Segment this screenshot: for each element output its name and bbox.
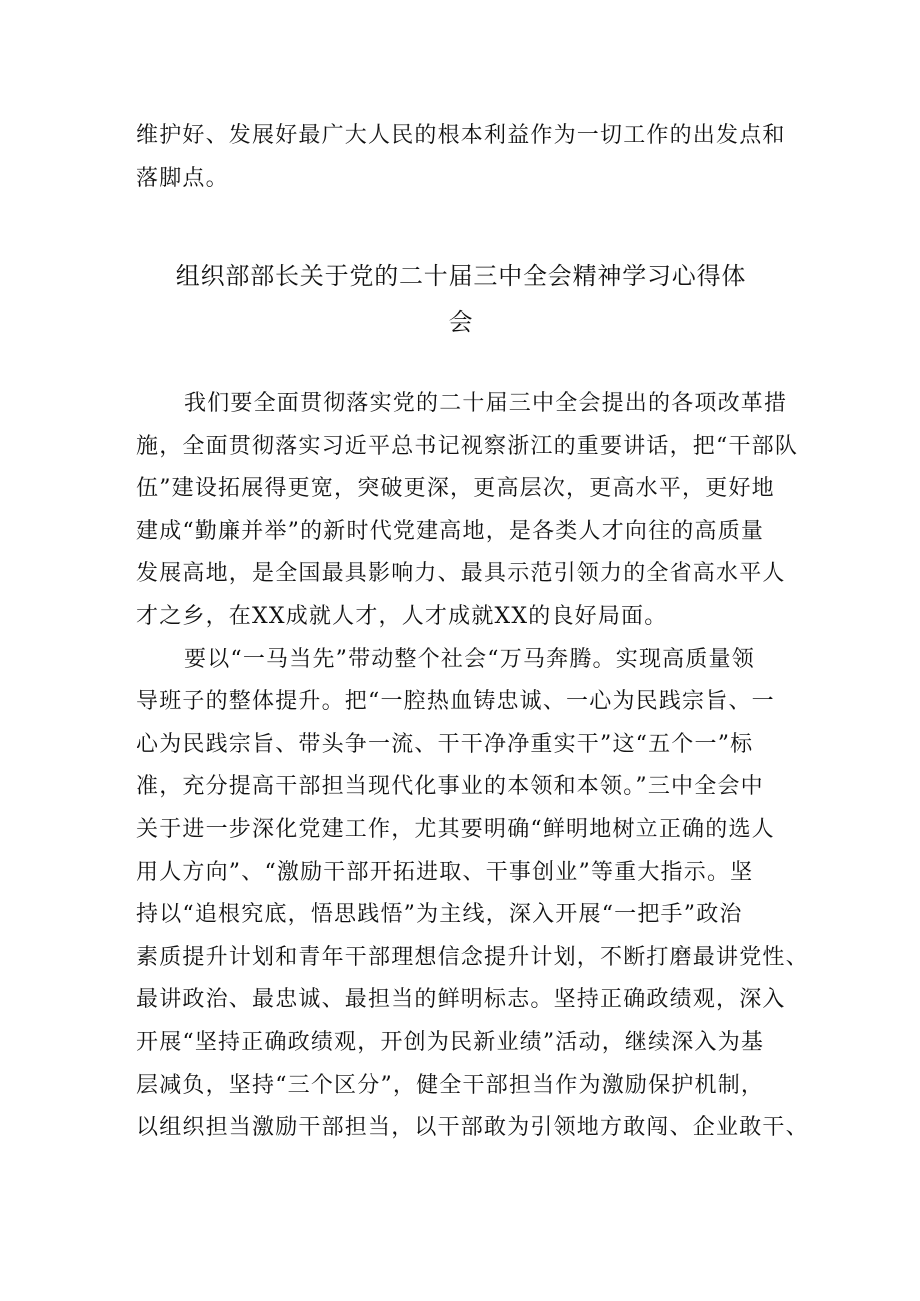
text-line: 才之乡，在XX成就人才，人才成就XX的良好局面。 [136, 603, 668, 629]
text-line: 以组织担当激励干部担当，以干部敢为引领地方敢闯、企业敢干、 [136, 1115, 809, 1141]
text-line: 最讲政治、最忠诚、最担当的鲜明标志。坚持正确政绩观，深入 [136, 987, 786, 1013]
text-line: 素质提升计划和青年干部理想信念提升计划，不断打磨最讲党性、 [136, 944, 809, 970]
text-line: 施，全面贯彻落实习近平总书记视察浙江的重要讲话，把“干部队 [136, 433, 799, 459]
text-line: 用人方向”、“激励干部开拓进取、干事创业”等重大指示。坚 [136, 859, 754, 885]
text-line: 心为民践宗旨、带头争一流、干干净净重实干”这“五个一”标 [136, 731, 754, 757]
title-line: 组织部部长关于党的二十届三中全会精神学习心得体 [175, 262, 747, 290]
text-line: 准，充分提高干部担当现代化事业的本领和本领。”三中全会中 [136, 774, 764, 800]
text-line: 关于进一步深化党建工作，尤其要明确“鲜明地树立正确的选人 [136, 816, 775, 842]
text-line: 建成“勤廉并举”的新时代党建高地，是各类人才向往的高质量 [136, 518, 765, 544]
text-line: 伍”建设拓展得更宽，突破更深，更高层次，更高水平，更好地 [136, 476, 775, 502]
text-line: 导班子的整体提升。把“一腔热血铸忠诚、一心为民践宗旨、一 [136, 689, 775, 715]
text-line: 要以“一马当先”带动整个社会“万马奔腾。实现高质量领 [184, 646, 755, 672]
paragraph-1 [136, 383, 799, 639]
intro-paragraph [136, 115, 796, 200]
body-text [136, 383, 809, 1150]
text-line: 层减负，坚持“三个区分”，健全干部担当作为激励保护机制， [136, 1072, 765, 1098]
text-line: 我们要全面贯彻落实党的二十届三中全会提出的各项改革措 [184, 391, 788, 416]
text-line: 开展“坚持正确政绩观，开创为民新业绩”活动，继续深入为基 [136, 1029, 765, 1055]
text-line: 发展高地，是全国最具影响力、最具示范引领力的全省高水平人 [136, 561, 786, 587]
document-title [136, 253, 786, 345]
text-line: 落脚点。 [136, 165, 229, 191]
text-line: 持以“追根究底，悟思践悟”为主线，深入开展“一把手”政治 [136, 902, 743, 928]
text-line: 维护好、发展好最广大人民的根本利益作为一切工作的出发点和 [136, 123, 786, 148]
title-line: 会 [448, 308, 474, 336]
paragraph-2 [136, 639, 809, 1150]
